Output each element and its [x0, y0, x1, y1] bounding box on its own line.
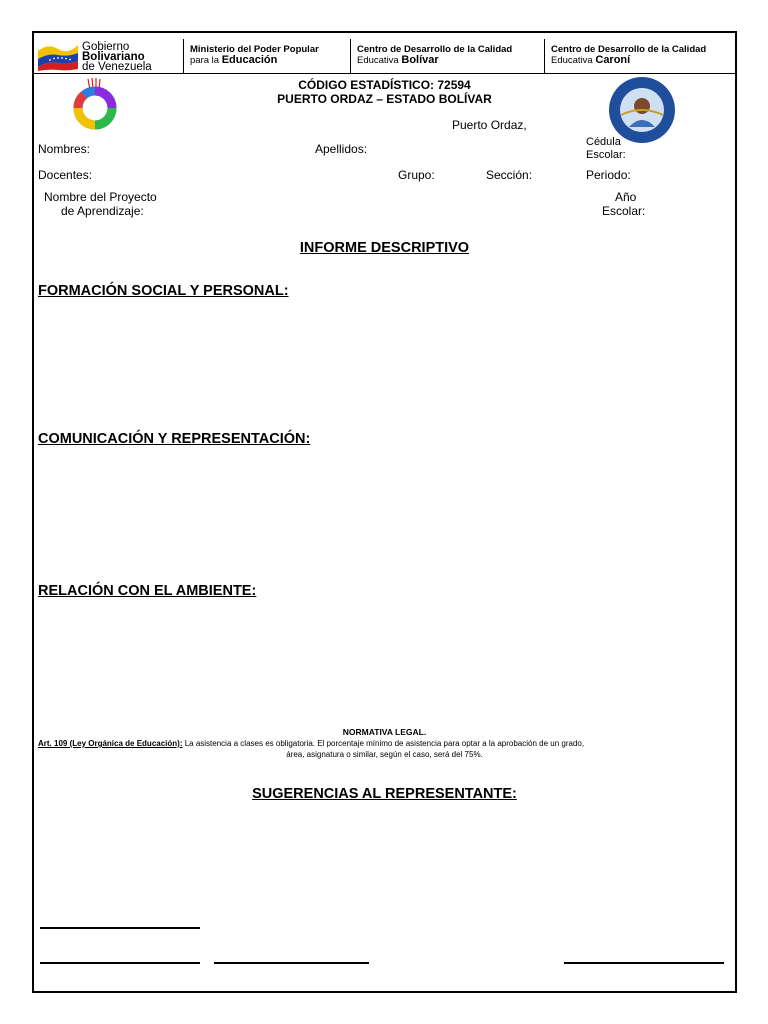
section-relacion-heading: RELACIÓN CON EL AMBIENTE: — [38, 583, 257, 599]
centro-caroni-bold: Caroní — [595, 54, 631, 66]
centro-caroni-cell — [545, 39, 735, 73]
city-date: Puerto Ordaz, — [452, 118, 527, 132]
anio-label-1: Año — [615, 190, 637, 204]
centro-bolivar-bold: Bolívar — [401, 54, 439, 66]
normativa-title: NORMATIVA LEGAL. — [342, 727, 427, 737]
signature-line-2 — [40, 962, 200, 964]
header-band — [34, 33, 735, 73]
docentes-label: Docentes: — [38, 168, 93, 182]
gobierno-logo — [34, 39, 184, 73]
centro-caroni-prefix: Educativa — [551, 55, 596, 66]
normativa-text-1: La asistencia a clases es obligatoria. El porcentaje mínimo de asistencia para optar a la aprobación de un grado, — [182, 739, 585, 748]
signature-line-1 — [40, 927, 200, 929]
ministerio-prefix: para la — [190, 55, 222, 66]
codigo-estadistico: CÓDIGO ESTADÍSTICO: 72594 — [298, 78, 471, 92]
centro-caroni-line-1: Centro de Desarrollo de la Calidad — [551, 44, 707, 55]
cedula-label-1: Cédula — [586, 136, 621, 148]
gobierno-line-2: Bolivariano — [82, 51, 145, 63]
report-title: INFORME DESCRIPTIVO — [299, 240, 470, 256]
nombres-label: Nombres: — [38, 142, 91, 156]
sugerencias-heading: SUGERENCIAS AL REPRESENTANTE: — [252, 786, 517, 802]
periodo-label: Periodo: — [586, 168, 631, 182]
location-line: PUERTO ORDAZ – ESTADO BOLÍVAR — [277, 92, 492, 106]
cedula-label-2: Escolar: — [586, 149, 626, 161]
proyecto-label-2: de Aprendizaje: — [61, 204, 144, 218]
report-page — [32, 31, 737, 993]
centro-bolivar-line-1: Centro de Desarrollo de la Calidad — [357, 44, 513, 55]
centro-bolivar-prefix: Educativa — [357, 55, 402, 66]
section-formacion-heading: FORMACIÓN SOCIAL Y PERSONAL: — [38, 283, 289, 299]
ministerio-cell — [184, 39, 351, 73]
proyecto-label-1: Nombre del Proyecto — [44, 190, 157, 204]
grupo-label: Grupo: — [398, 168, 435, 182]
seccion-label: Sección: — [486, 168, 533, 182]
apellidos-label: Apellidos: — [315, 142, 368, 156]
venezuela-flag-icon — [36, 41, 80, 71]
signature-line-3 — [214, 962, 369, 964]
gobierno-line-1: Gobierno — [82, 41, 130, 53]
normativa-line-1 — [38, 739, 584, 748]
normativa-line-2: área, asignatura o similar, según el caso, será del 75%. — [286, 750, 483, 759]
normativa-reference: Art. 109 (Ley Orgánica de Educación): — [38, 739, 183, 748]
anio-label-2: Escolar: — [602, 204, 646, 218]
gobierno-line-3: de Venezuela — [82, 61, 152, 73]
header-rule — [34, 73, 735, 74]
centro-bolivar-cell — [351, 39, 545, 73]
section-comunicacion-heading: COMUNICACIÓN Y REPRESENTACIÓN: — [38, 431, 311, 447]
signature-line-4 — [564, 962, 724, 964]
ministerio-line-1: Ministerio del Poder Popular — [190, 44, 319, 55]
ministerio-bold: Educación — [221, 54, 278, 66]
